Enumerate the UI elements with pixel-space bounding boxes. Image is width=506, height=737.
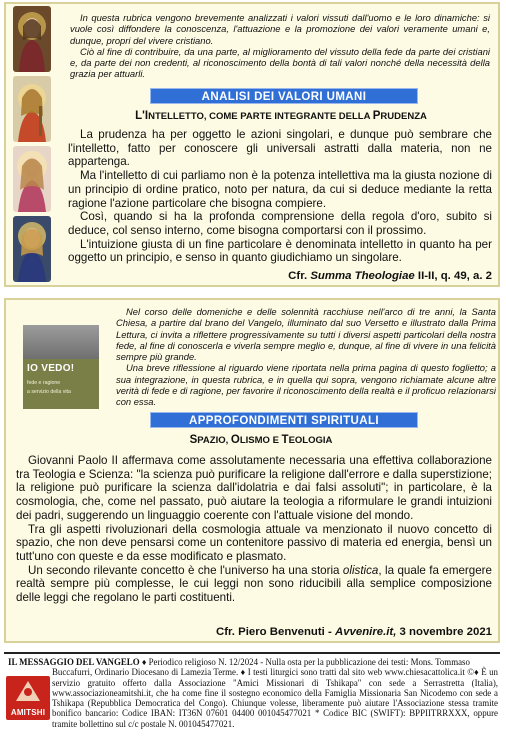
spiritual-paragraph-3c: , la quale fa emergere realtà sempre più complesse, le cui leggi non sono riducibili alla semplice composizione delle leggi che regolano le parti costituenti. (16, 563, 492, 605)
spiritual-subtitle-lead-sc: PAZIO, (197, 435, 231, 446)
portrait-saint-1 (13, 6, 51, 72)
spiritual-subtitle-tail-sc: EOLOGIA (288, 435, 333, 446)
values-subtitle-tail: P (372, 110, 381, 122)
spiritual-paragraph-3a: Un secondo rilevante concetto è che l'universo ha una storia (28, 563, 343, 577)
spiritual-subtitle-lead: S (189, 434, 198, 446)
values-paragraph-3: Così, quando si ha la profonda comprensione della regola d'oro, subito si deduce, col senso interno, come bisogna comportarsi con il prossimo. (68, 210, 492, 237)
values-subtitle (66, 110, 496, 122)
spiritual-banner: APPROFONDIMENTI SPIRITUALI (150, 412, 418, 428)
cover-sky (23, 325, 99, 359)
cover-subtitle-1: fede e ragione (27, 380, 61, 386)
cover-subtitle-2: a servizio della vita (27, 389, 71, 395)
values-citation-prefix: Cfr. (288, 270, 311, 282)
values-intro-p1: In questa rubrica vengono brevemente analizzati i valori vissuti dall'uomo e le loro dinamiche: si vuole così diffondere la conoscenza, l'attuazione e la promozione dei valori veramente umani e, dunque, propri del vivere cristiano. (70, 12, 490, 46)
values-panel (4, 2, 500, 287)
spiritual-intro (116, 306, 496, 408)
spiritual-subtitle-mid: O (230, 434, 240, 446)
values-banner: ANALISI DEI VALORI UMANI (150, 88, 418, 104)
values-paragraph-4: L'intuizione giusta di un fine particolare è denominata intelletto in quanto ha per oggetto un principio, e senso in quanto giudichiamo un singolare. (68, 237, 492, 265)
values-citation-ref: II-II, q. 49, a. 2 (414, 270, 492, 282)
values-citation (206, 270, 492, 282)
spiritual-subtitle-tail: T (281, 434, 289, 446)
spiritual-citation-work: Avvenire.it, (334, 626, 397, 638)
io-vedo-cover (23, 325, 99, 409)
spiritual-citation-prefix: Cfr. Piero Benvenuti - (215, 626, 335, 638)
spiritual-intro-p1: Nel corso delle domeniche e delle solennità racchiuse nell'arco di tre anni, la Santa Chiesa, a partire dal brano del Vangelo, illuminato dal suo Versetto e illustrato dalla Prima Lettura, ci invita a riflettere progressivamente su tutti i diversi aspetti particolari della nostra fede, al fine di conoscerla e viverla sempre meglio e, dunque, al fine di vivere in una felicità sempre più grande. (116, 306, 496, 363)
values-paragraph-2: Ma l'intelletto di cui parliamo non è la potenza intellettiva ma la giusta nozione di un principio di ordine pratico, noto per natura, da cui si deduce mediante la retta ragione l'azione particolare che bisogna compiere. (68, 169, 492, 210)
values-body (68, 128, 492, 265)
logo-word: AMITSHI (10, 708, 46, 717)
footer-text-1: ♦ Periodico religioso N. 12/2024 - Nulla osta per la pubblicazione dei testi: Mons. Tommaso (139, 657, 470, 667)
spiritual-subtitle-mid-sc: LISMO E (239, 435, 282, 446)
footer-text-2: Buccafurri, Ordinario Diocesano di Lamezia Terme. ♦ I testi liturgici sono tratti dal sito web www.chiesacattolica.it ©♦ È un servizio gratuito offerto dalla Associazione "Amici Missionari di Tshikapa" con sede a Serrastretta (Italia), www.associazioneamitshi.it, che ha come fine il sostegno economico della Famiglia Missionaria San Nicodemo con sede a Tshikapa (Repubblica Democratica del Congo). Chiunque volesse, liberamente può aiutare l'Associazione stessa tramite bonifico bancario: Codice IBAN: IT36N 07601 04400 001045477021 * Codice BIC (SWIFT): BPPIITRRXXX, oppure tramite bollettino sul c/c postale N. 001045477021. (52, 667, 498, 729)
cover-title: IO VEDO! (27, 363, 75, 374)
values-subtitle-tail-sc: RUDENZA (380, 111, 427, 122)
spiritual-subtitle (46, 434, 476, 446)
values-intro (70, 12, 490, 80)
spiritual-paragraph-2: Tra gli aspetti rivoluzionari della cosmologia attuale va menzionato il nuovo concetto di spazio, che non deve pensarsi come un contenitore passivo di materia ed energia, bensì un tutt'uno con queste e da esse modificato e plasmato. (16, 522, 492, 563)
spiritual-paragraph-1: Giovanni Paolo II affermava come assolutamente necessaria una effettiva collaborazione tra Teologia e Scienza: "la scienza può purificare la religione dall'errore e dalla superstizione; la religione può purificare la scienza dall'idolatria e dai falsi assoluti"; in particolare, è la cosmologia, che, come nel passato, può aiutare la teologia a riformulare le grandi intuizioni dei padri, suggerendo un linguaggio coerente con l'attuale visione del mondo. (16, 454, 492, 522)
publication-footer (4, 652, 500, 734)
values-subtitle-lead-sc: NTELLETTO, COME PARTE INTEGRANTE DELLA (148, 111, 373, 122)
portrait-saint-3 (13, 146, 51, 212)
values-intro-p2: Ciò al fine di contribuire, da una parte, al miglioramento del vissuto della fede da parte dei cristiani e, da parte dei non credenti, al riconoscimento della bontà di tali valori nonché della necessità della grazia per attuarli. (70, 45, 490, 80)
values-citation-work: Summa Theologiae (310, 270, 415, 282)
spiritual-body (16, 454, 492, 605)
portrait-saint-2 (13, 76, 51, 142)
spiritual-paragraph-3-olistica: olistica (342, 563, 379, 577)
footer-text (8, 657, 498, 729)
footer-masthead: IL MESSAGGIO DEL VANGELO (8, 657, 140, 667)
portrait-saint-4 (13, 216, 51, 282)
spiritual-paragraph-3 (16, 564, 492, 605)
spiritual-citation (156, 626, 492, 638)
values-paragraph-1: La prudenza ha per oggetto le azioni singolari, e dunque può sembrare che l'intelletto, fatto per conoscere gli universali astratti dalla materia, non ne appartenga. (68, 128, 492, 169)
spiritual-intro-p2: Una breve riflessione al riguardo viene riportata nella prima pagina di questo foglietto; a sua integrazione, in questa rubrica, e in quella qui sopra, vengono richiamate alcune altre verità di fede e di ragione, per favorire il riconoscimento della realtà e il proficuo relazionarsi con essa. (116, 362, 496, 408)
spiritual-citation-ref: 3 novembre 2021 (396, 626, 492, 638)
values-subtitle-lead: L'I (135, 110, 149, 122)
